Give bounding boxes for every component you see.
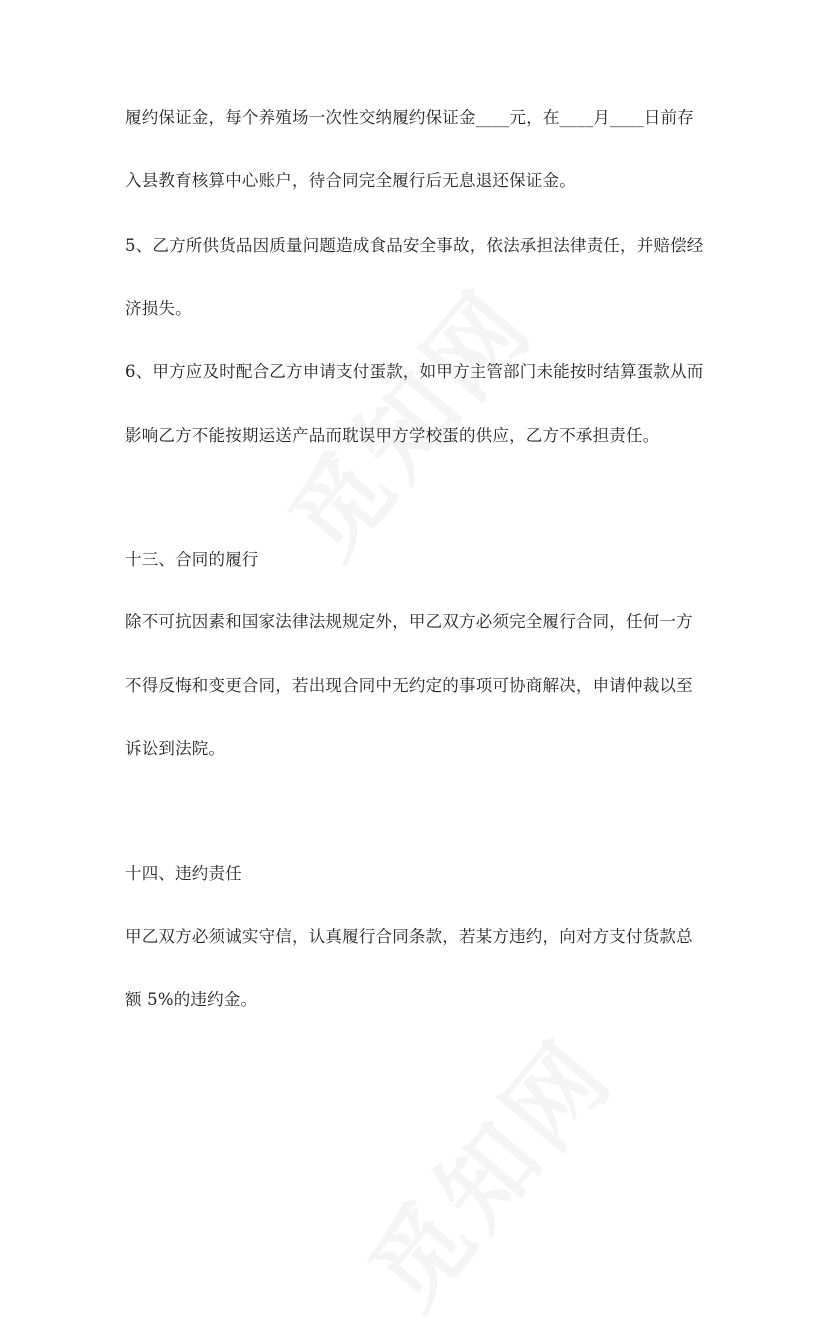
paragraph-line: 除不可抗因素和国家法律法规规定外，甲乙双方必须完全履行合同，任何一方 — [125, 612, 693, 631]
paragraph-line: 甲乙双方必须诚实守信，认真履行合同条款，若某方违约，向对方支付货款总 — [125, 927, 693, 946]
paragraph-line: 履约保证金，每个养殖场一次性交纳履约保证金____元，在____月____日前存 — [125, 108, 694, 127]
paragraph-line: 6、甲方应及时配合乙方申请支付蛋款，如甲方主管部门未能按时结算蛋款从而 — [125, 362, 704, 381]
watermark — [253, 255, 558, 582]
paragraph-line: 不得反悔和变更合同，若出现合同中无约定的事项可协商解决，申请仲裁以至 — [125, 676, 693, 695]
section-heading: 十三、合同的履行 — [125, 550, 259, 569]
section-heading: 十四、违约责任 — [125, 864, 242, 883]
paragraph-line: 影响乙方不能按期运送产品而耽误甲方学校蛋的供应，乙方不承担责任。 — [125, 426, 660, 445]
paragraph-line: 入县教育核算中心账户，待合同完全履行后无息退还保证金。 — [125, 171, 576, 190]
paragraph-line: 诉讼到法院。 — [125, 739, 226, 758]
paragraph-line: 5、乙方所供货品因质量问题造成食品安全事故，依法承担法律责任，并赔偿经 — [125, 236, 704, 255]
paragraph-line: 额 5%的违约金。 — [125, 990, 258, 1009]
watermark — [333, 1005, 638, 1332]
paragraph-line: 济损失。 — [125, 299, 192, 318]
